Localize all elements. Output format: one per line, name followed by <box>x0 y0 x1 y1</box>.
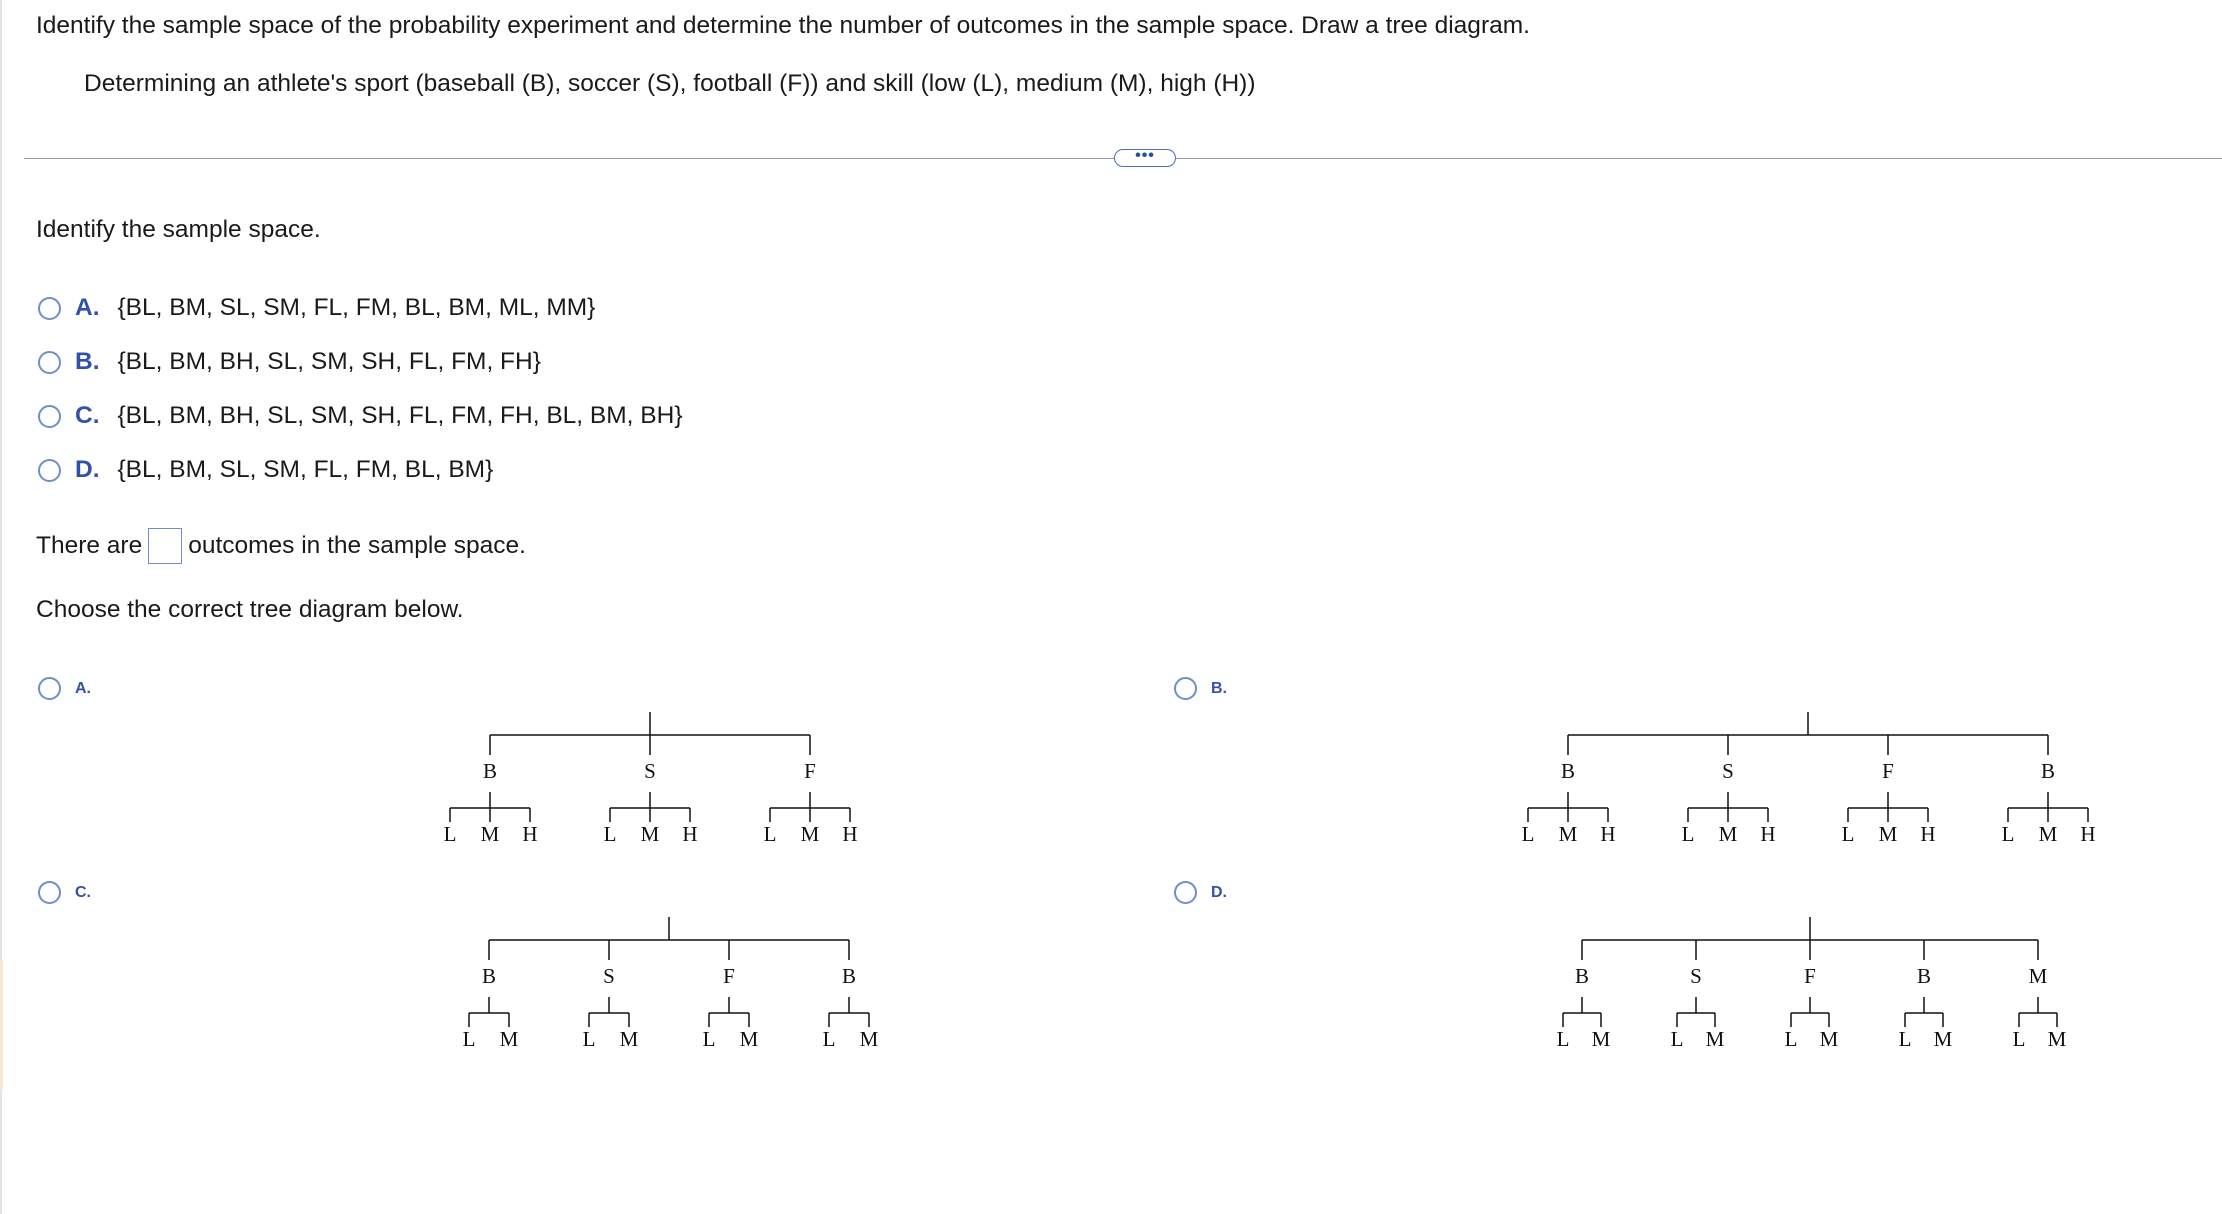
tree-leaf-label: L <box>763 822 777 846</box>
tree-leaf-label: L <box>603 822 617 846</box>
tree-leaf-label: L <box>1521 822 1535 846</box>
sample-space-option-c[interactable] <box>38 398 683 434</box>
outcomes-input[interactable] <box>148 528 182 564</box>
tree-leaf-label: L <box>1556 1027 1570 1051</box>
tree-branch-label: S <box>644 759 656 783</box>
tree-leaf-label: L <box>1670 1027 1684 1051</box>
tree-leaf-label: M <box>1558 822 1578 846</box>
tree-option-c[interactable] <box>38 881 91 904</box>
tree-leaf-label: M <box>1933 1027 1953 1051</box>
tree-branch-label: F <box>723 964 735 988</box>
tree-branch-label: S <box>1722 759 1734 783</box>
radio-button[interactable] <box>38 459 61 482</box>
more-button[interactable]: ••• <box>1114 149 1176 167</box>
question-title: Identify the sample space of the probability experiment and determine the number of outcomes in the sample space. Draw a tree diagram. <box>36 12 1530 39</box>
tree-leaf-label: M <box>1718 822 1738 846</box>
option-letter: B. <box>75 348 100 375</box>
tree-leaf-label: L <box>702 1027 716 1051</box>
option-text: {BL, BM, SL, SM, FL, FM, BL, BM, ML, MM} <box>117 294 596 321</box>
tree-leaf-label: M <box>1819 1027 1839 1051</box>
tree-branch-label: B <box>2040 759 2056 783</box>
tree-leaf-label: H <box>682 822 698 846</box>
tree-leaf-label: L <box>1898 1027 1912 1051</box>
option-text: {BL, BM, SL, SM, FL, FM, BL, BM} <box>117 456 494 483</box>
radio-button[interactable] <box>38 351 61 374</box>
radio-button[interactable] <box>1174 677 1197 700</box>
tree-leaf-label: M <box>800 822 820 846</box>
tree-branch-label: B <box>1916 964 1932 988</box>
tree-branch-label: B <box>1574 964 1590 988</box>
radio-button[interactable] <box>38 881 61 904</box>
tree-option-d[interactable] <box>1174 881 1227 904</box>
option-letter: D. <box>1211 883 1227 901</box>
question-experiment: Determining an athlete's sport (baseball (B), soccer (S), football (F)) and skill (low (L), medium (M), high (H)) <box>84 70 1256 97</box>
tree-branch-label: F <box>804 759 816 783</box>
tree-leaf-label: M <box>1878 822 1898 846</box>
tree-branch-label: F <box>1882 759 1894 783</box>
tree-leaf-label: L <box>1681 822 1695 846</box>
tree-leaf-label: M <box>619 1027 639 1051</box>
option-letter: A. <box>75 294 100 321</box>
tree-leaf-label: L <box>1841 822 1855 846</box>
tree-leaf-label: H <box>2080 822 2096 846</box>
tree-branch-label: F <box>1804 964 1816 988</box>
tree-leaf-label: H <box>1920 822 1936 846</box>
tree-leaf-label: H <box>1600 822 1616 846</box>
tree-leaf-label: M <box>859 1027 879 1051</box>
tree-leaf-label: H <box>1760 822 1776 846</box>
tree-leaf-label: M <box>640 822 660 846</box>
tree-branch-label: B <box>841 964 857 988</box>
tree-prompt: Choose the correct tree diagram below. <box>36 596 464 623</box>
tree-leaf-label: H <box>842 822 858 846</box>
radio-button[interactable] <box>38 405 61 428</box>
option-letter: A. <box>75 679 91 697</box>
sample-space-option-b[interactable] <box>38 344 541 380</box>
sample-space-option-d[interactable] <box>38 452 493 488</box>
tree-leaf-label: L <box>822 1027 836 1051</box>
tree-leaf-label: M <box>499 1027 519 1051</box>
option-letter: B. <box>1211 679 1227 697</box>
tree-branch-label: B <box>482 759 498 783</box>
tree-branch-label: S <box>603 964 615 988</box>
tree-leaf-label: M <box>1705 1027 1725 1051</box>
option-letter: C. <box>75 402 100 429</box>
tree-leaf-label: M <box>480 822 500 846</box>
radio-button[interactable] <box>38 677 61 700</box>
outcomes-before: There are <box>36 532 143 559</box>
option-letter: D. <box>75 456 100 483</box>
option-letter: C. <box>75 883 91 901</box>
tree-leaf-label: M <box>2047 1027 2067 1051</box>
tree-leaf-label: H <box>522 822 538 846</box>
tree-branch-label: B <box>1560 759 1576 783</box>
tree-option-a[interactable] <box>38 677 91 700</box>
tree-leaf-label: M <box>739 1027 759 1051</box>
tree-leaf-label: L <box>2012 1027 2026 1051</box>
tree-branch-label: S <box>1690 964 1702 988</box>
tree-leaf-label: M <box>2038 822 2058 846</box>
tree-leaf-label: L <box>443 822 457 846</box>
radio-button[interactable] <box>38 297 61 320</box>
tree-leaf-label: L <box>2001 822 2015 846</box>
outcomes-sentence <box>36 528 526 564</box>
tree-leaf-label: L <box>462 1027 476 1051</box>
tree-branch-label: B <box>481 964 497 988</box>
left-accent-strip <box>0 960 3 1090</box>
tree-branch-label: M <box>2028 964 2048 988</box>
sample-space-prompt: Identify the sample space. <box>36 216 321 243</box>
tree-leaf-label: L <box>582 1027 596 1051</box>
tree-leaf-label: M <box>1591 1027 1611 1051</box>
radio-button[interactable] <box>1174 881 1197 904</box>
option-text: {BL, BM, BH, SL, SM, SH, FL, FM, FH, BL, BM, BH} <box>117 402 683 429</box>
outcomes-after: outcomes in the sample space. <box>188 532 526 559</box>
tree-option-b[interactable] <box>1174 677 1227 700</box>
tree-leaf-label: L <box>1784 1027 1798 1051</box>
option-text: {BL, BM, BH, SL, SM, SH, FL, FM, FH} <box>117 348 541 375</box>
sample-space-option-a[interactable] <box>38 290 595 326</box>
